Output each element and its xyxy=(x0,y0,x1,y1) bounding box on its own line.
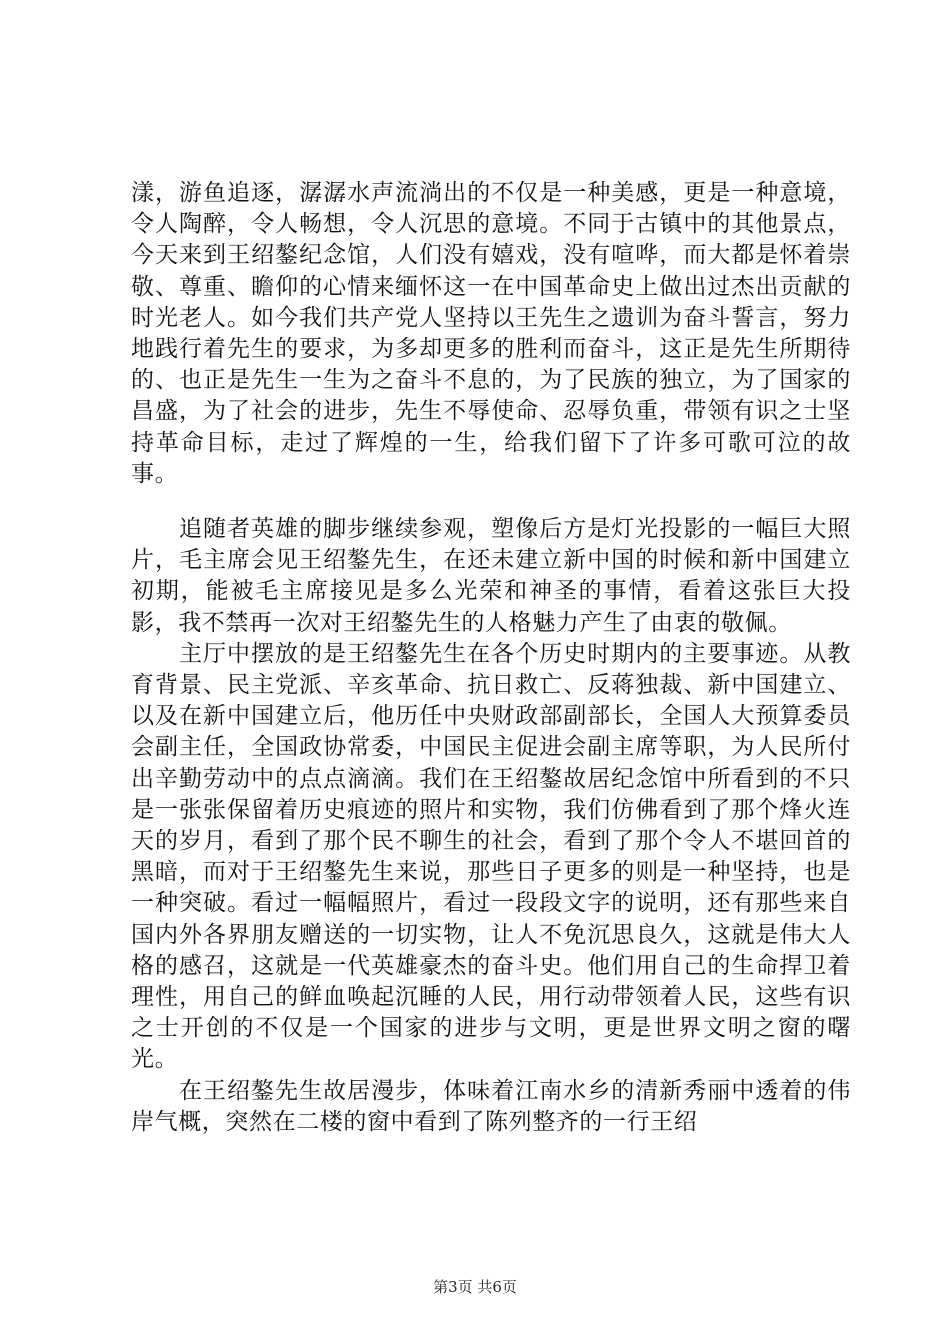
paragraph-4: 在王绍鏊先生故居漫步，体味着江南水乡的清新秀丽中透着的伟岸气概，突然在二楼的窗中看到了陈列整齐的一行王绍 xyxy=(131,1077,851,1135)
paragraph-2: 追随者英雄的脚步继续参观，塑像后方是灯光投影的一幅巨大照片，毛主席会见王绍鏊先生，在还未建立新中国的时候和新中国建立初期，能被毛主席接见是多么光荣和神圣的事情，看着这张巨大投影，我不禁再一次对王绍鏊先生的人格魅力产生了由衷的敬佩。 xyxy=(131,516,851,636)
text-block-top xyxy=(131,178,851,490)
text-block-main xyxy=(131,514,851,1138)
paragraph-1: 漾，游鱼追逐，潺潺水声流淌出的不仅是一种美感，更是一种意境，令人陶醉，令人畅想，令人沉思的意境。不同于古镇中的其他景点，今天来到王绍鏊纪念馆，人们没有嬉戏，没有喧哗，而大都是怀着崇敬、尊重、瞻仰的心情来缅怀这一在中国革命史上做出过杰出贡献的时光老人。如今我们共产党人坚持以王先生之遗训为奋斗誓言，努力地践行着先生的要求，为多却更多的胜利而奋斗，这正是先生所期待的、也正是先生一生为之奋斗不息的，为了民族的独立，为了国家的昌盛，为了社会的进步，先生不辱使命、忍辱负重，带领有识之士坚持革命目标，走过了辉煌的一生，给我们留下了许多可歌可泣的故事。 xyxy=(131,180,851,487)
paragraph-3: 主厅中摆放的是王绍鏊先生在各个历史时期内的主要事迹。从教育背景、民主党派、辛亥革命、抗日救亡、反蒋独裁、新中国建立、以及在新中国建立后，他历任中央财政部副部长，全国人大预算委员会副主任，全国政协常委，中国民主促进会副主席等职，为人民所付出辛勤劳动中的点点滴滴。我们在王绍鏊故居纪念馆中所看到的不只是一张张保留着历史痕迹的照片和实物，我们仿佛看到了那个烽火连天的岁月，看到了那个民不聊生的社会，看到了那个令人不堪回首的黑暗，而对于王绍鏊先生来说，那些日子更多的则是一种坚持，也是一种突破。看过一幅幅照片，看过一段段文字的说明，还有那些来自国内外各界朋友赠送的一切实物，让人不免沉思良久，这就是伟大人格的感召，这就是一代英雄豪杰的奋斗史。他们用自己的生命捍卫着理性，用自己的鲜血唤起沉睡的人民，用行动带领着人民，这些有识之士开创的不仅是一个国家的进步与文明，更是世界文明之窗的曙光。 xyxy=(131,640,851,1073)
page-number-footer: 第3页 共6页 xyxy=(433,1278,517,1296)
